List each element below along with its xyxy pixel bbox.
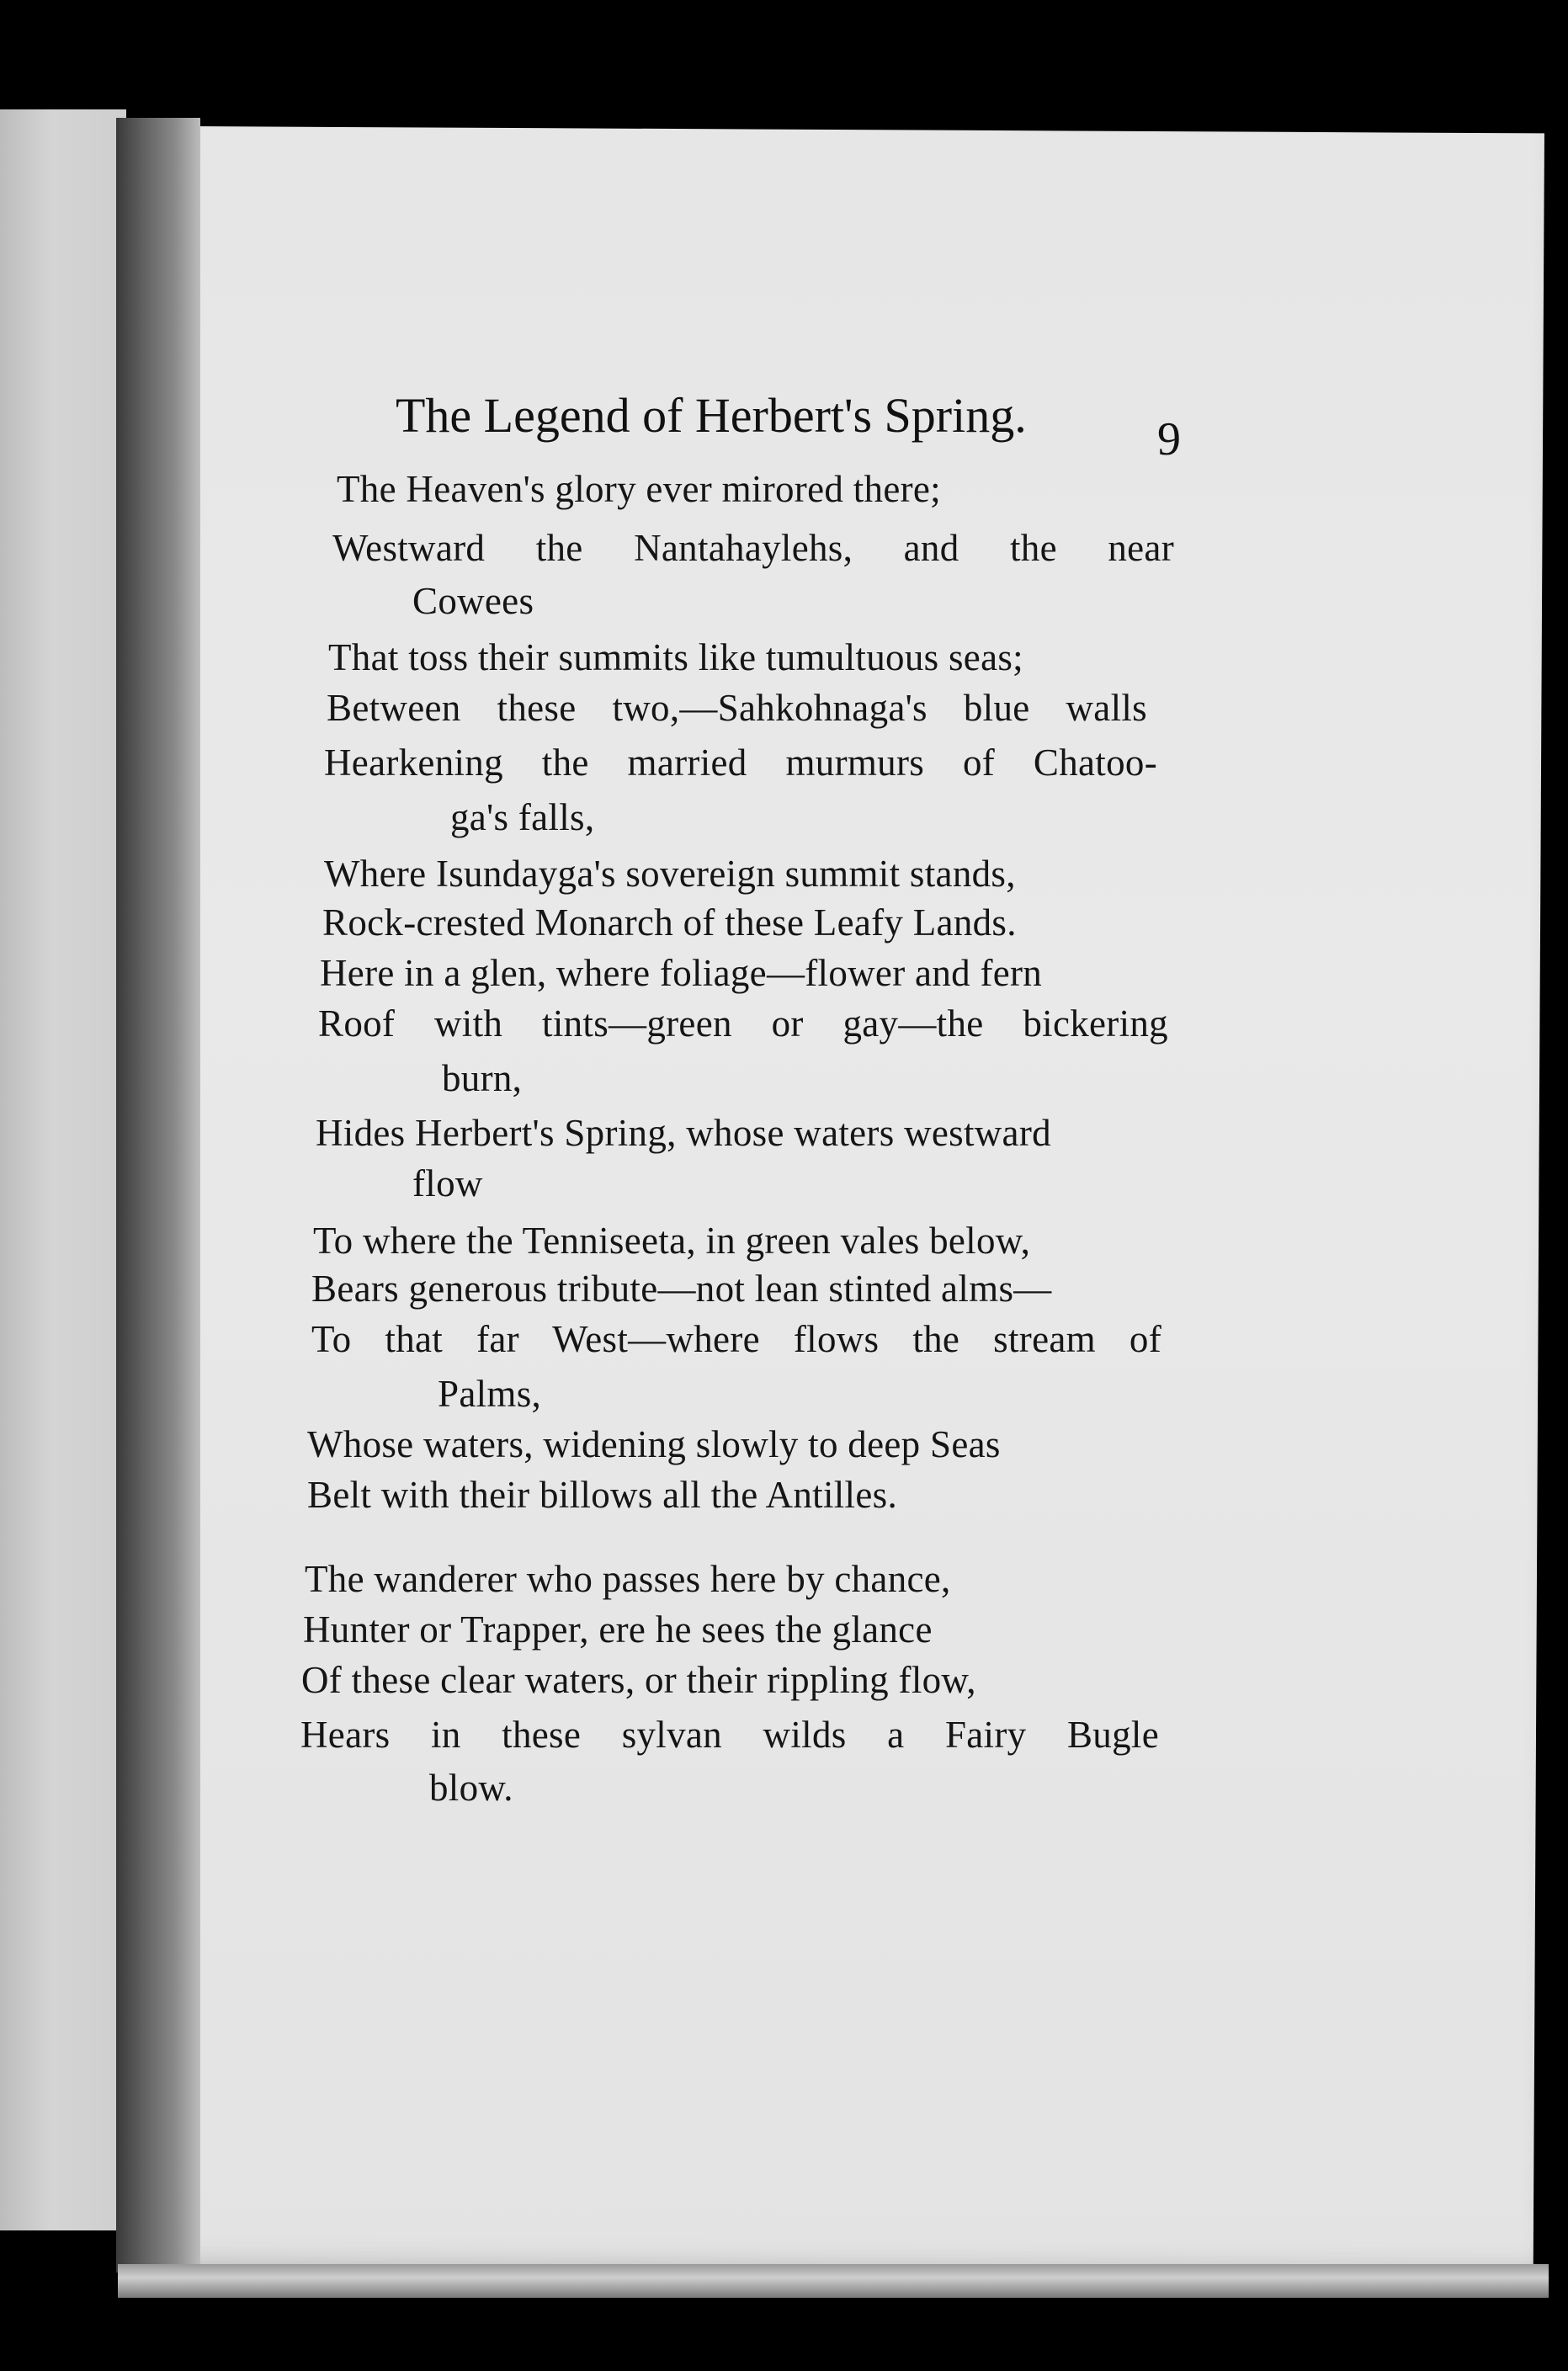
poem-line: Of these clear waters, or their rippling flow, [301, 1659, 976, 1701]
poem-line: Hunter or Trapper, ere he sees the glance [303, 1608, 933, 1651]
poem-line: Palms, [438, 1373, 542, 1415]
poem-line: Where Isundayga's sovereign summit stands, [324, 853, 1016, 895]
poem-line: Hearkening the married murmurs of Chatoo- [324, 742, 1157, 784]
poem-line: Bears generous tribute—not lean stinted alms— [311, 1268, 1052, 1310]
poem-line: Hears in these sylvan wilds a Fairy Bugle [300, 1714, 1159, 1756]
poem-line: blow. [429, 1767, 513, 1809]
poem-line: ga's falls, [450, 796, 595, 838]
poem-line: flow [412, 1162, 483, 1204]
poem-line: Belt with their billows all the Antilles. [307, 1474, 897, 1516]
poem-line: The Heaven's glory ever mirored there; [337, 468, 941, 510]
poem-line: To that far West—where flows the stream of [311, 1318, 1161, 1360]
poem-line: The wanderer who passes here by chance, [305, 1558, 951, 1600]
poem-line: That toss their summits like tumultuous seas; [328, 636, 1023, 678]
poem-line: Hides Herbert's Spring, whose waters westward [316, 1112, 1051, 1154]
poem-line: Here in a glen, where foliage—flower and fern [320, 952, 1043, 994]
facing-page-edge [0, 109, 126, 2230]
poem-line: Roof with tints—green or gay—the bickering [318, 1002, 1168, 1045]
poem-line: Cowees [412, 580, 534, 622]
gutter-shadow [116, 118, 200, 2273]
poem-line: Between these two,—Sahkohnaga's blue walls [327, 687, 1147, 729]
poem-line: Rock-crested Monarch of these Leafy Lands. [322, 901, 1017, 944]
poem-line: burn, [442, 1057, 523, 1099]
poem-line: To where the Tenniseeta, in green vales below, [313, 1220, 1031, 1262]
poem-line: Westward the Nantahaylehs, and the near [332, 527, 1174, 569]
page-number: 9 [1157, 413, 1181, 465]
page-bottom-edge [118, 2264, 1549, 2298]
running-title: The Legend of Herbert's Spring. [396, 388, 1027, 443]
book-page [178, 126, 1544, 2288]
poem-line: Whose waters, widening slowly to deep Seas [307, 1423, 1001, 1465]
